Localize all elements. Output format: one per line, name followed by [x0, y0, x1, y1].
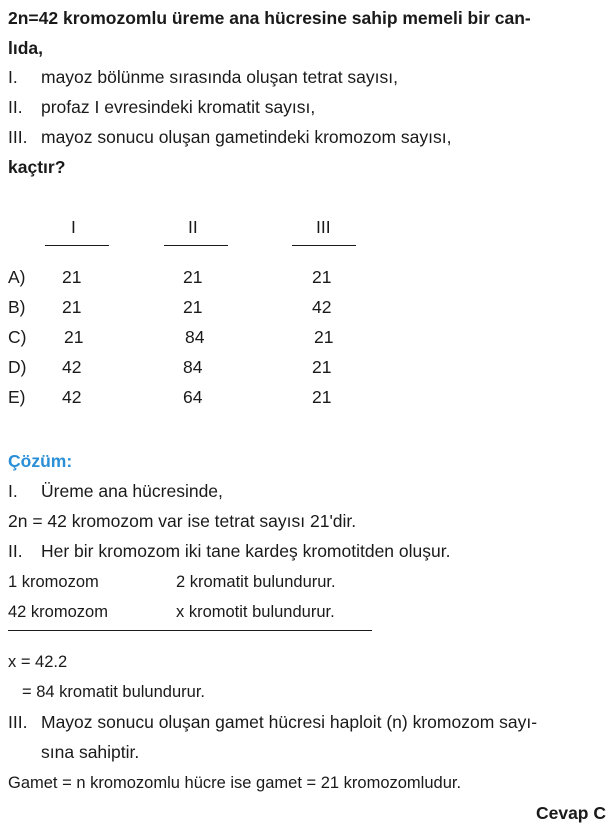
item-text-3: mayoz sonucu oluşan gametindeki kromozom sayısı, — [41, 127, 452, 147]
calc-line-1: x = 42.2 — [8, 653, 68, 671]
solution-step-1-label: I. — [8, 481, 18, 501]
solution-step-2: 2n = 42 kromozom var ise tetrat sayısı 21'dir. — [8, 511, 357, 531]
question-line-1: 2n=42 kromozomlu üreme ana hücresine sahip memeli bir can- — [8, 8, 531, 28]
option-label-d: D) — [8, 357, 27, 377]
option-b-val-1: 21 — [62, 297, 82, 317]
header-rule-2 — [164, 245, 228, 246]
proportion-left-1: 1 kromozom — [8, 573, 99, 591]
header-rule-3 — [292, 245, 356, 246]
item-label-3: III. — [8, 127, 28, 147]
option-c-val-3: 21 — [314, 327, 334, 347]
proportion-right-2: x kromotit bulundurur. — [176, 603, 335, 621]
header-col-2: II — [188, 217, 198, 237]
calc-line-2: = 84 kromatit bulundurur. — [22, 683, 205, 701]
solution-step-3-label: II. — [8, 541, 23, 561]
header-col-3: III — [316, 217, 331, 237]
option-label-a: A) — [8, 267, 26, 287]
option-c-val-1: 21 — [64, 327, 84, 347]
option-label-b: B) — [8, 297, 26, 317]
question-ask: kaçtır? — [8, 157, 66, 177]
solution-step-4-label: III. — [8, 712, 28, 732]
option-e-val-3: 21 — [312, 387, 332, 407]
option-b-val-3: 42 — [312, 297, 332, 317]
option-a-val-1: 21 — [62, 267, 82, 287]
option-d-val-2: 84 — [183, 357, 203, 377]
answer: Cevap C — [535, 803, 606, 823]
solution-step-5: Gamet = n kromozomlu hücre ise gamet = 21 kromozomludur. — [8, 774, 462, 792]
item-text-2: profaz I evresindeki kromatit sayısı, — [41, 97, 316, 117]
header-rule-1 — [45, 245, 109, 246]
header-col-1: I — [71, 217, 76, 237]
option-label-c: C) — [8, 327, 27, 347]
option-d-val-3: 21 — [312, 357, 332, 377]
option-a-val-3: 21 — [312, 267, 332, 287]
option-a-val-2: 21 — [183, 267, 203, 287]
option-e-val-1: 42 — [62, 387, 82, 407]
option-label-e: E) — [8, 387, 26, 407]
proportion-rule — [8, 630, 372, 631]
item-text-1: mayoz bölünme sırasında oluşan tetrat sayısı, — [41, 67, 398, 87]
solution-step-4-text-2: sına sahiptir. — [41, 742, 140, 762]
option-e-val-2: 64 — [183, 387, 203, 407]
option-d-val-1: 42 — [62, 357, 82, 377]
solution-step-4-text-1: Mayoz sonucu oluşan gamet hücresi haploit (n) kromozom sayı- — [41, 712, 538, 732]
proportion-left-2: 42 kromozom — [8, 603, 108, 621]
item-label-2: II. — [8, 97, 23, 117]
proportion-right-1: 2 kromatit bulundurur. — [176, 573, 336, 591]
solution-title: Çözüm: — [8, 451, 73, 471]
option-b-val-2: 21 — [183, 297, 203, 317]
option-c-val-2: 84 — [185, 327, 205, 347]
question-line-2: lıda, — [8, 38, 44, 58]
solution-step-1-text: Üreme ana hücresinde, — [41, 481, 223, 501]
solution-step-3-text: Her bir kromozom iki tane kardeş kromotitden oluşur. — [41, 541, 451, 561]
item-label-1: I. — [8, 67, 18, 87]
